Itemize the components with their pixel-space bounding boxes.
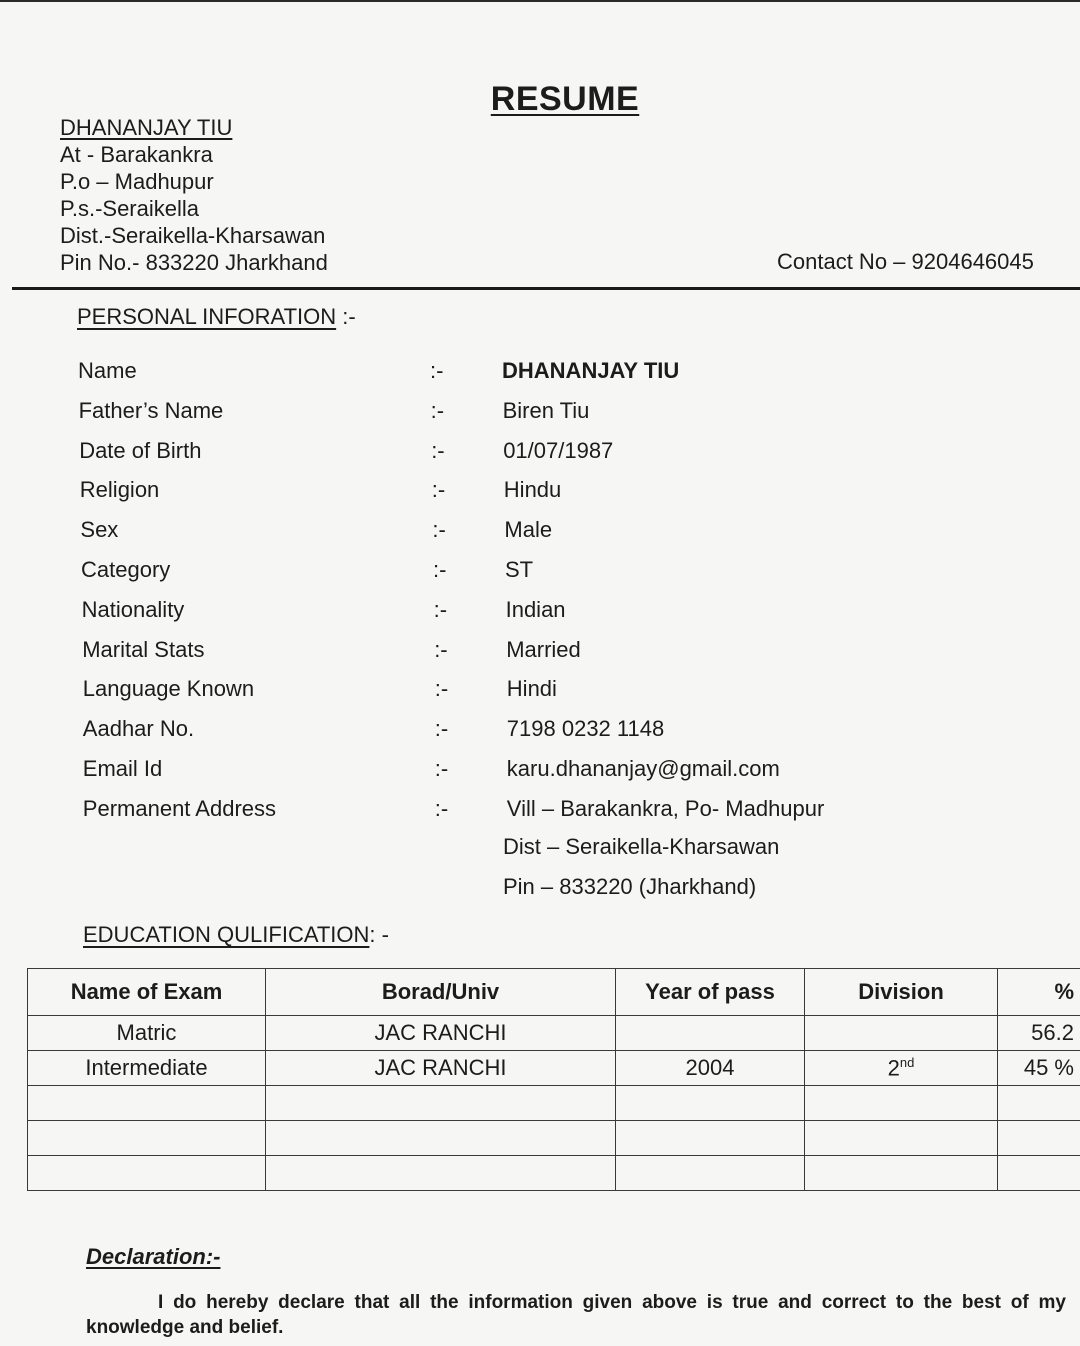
field-label: Religion — [79, 477, 160, 503]
cell-year — [616, 1016, 805, 1051]
field-separator: :- — [432, 517, 446, 543]
declaration-heading: Declaration:- — [86, 1244, 221, 1269]
column-header-board: Borad/Univ — [266, 969, 616, 1016]
field-label: Father’s Name — [78, 397, 224, 423]
field-value: DHANANJAY TIU — [502, 358, 680, 383]
field-value: Male — [504, 517, 553, 543]
field-label: Email Id — [82, 756, 163, 781]
field-separator: :- — [434, 636, 448, 662]
table-row-empty — [28, 1156, 1080, 1191]
table-row-empty — [28, 1121, 1080, 1156]
cell-year: 2004 — [616, 1051, 805, 1086]
cell-board: JAC RANCHI — [266, 1051, 616, 1086]
cell-board: JAC RANCHI — [266, 1016, 616, 1051]
cell-division — [805, 1016, 998, 1051]
header-divider — [12, 287, 1080, 290]
field-value: Hindu — [503, 477, 562, 503]
table-row — [28, 1016, 1080, 1051]
table-row-empty — [28, 1086, 1080, 1121]
field-separator: :- — [433, 596, 448, 622]
field-label: Marital Stats — [82, 636, 205, 662]
cell-division: 2nd — [805, 1051, 998, 1086]
permanent-address-line: Dist – Seraikella-Kharsawan — [503, 834, 780, 859]
field-label: Language Known — [82, 676, 255, 702]
table-header-row — [28, 969, 1080, 1016]
cell-exam: Intermediate — [28, 1051, 266, 1086]
field-separator: :- — [431, 437, 445, 463]
field-label: Nationality — [81, 596, 185, 622]
declaration-text: I do hereby declare that all the information given above is true and correct to the best of my knowledge and belief. — [86, 1292, 1066, 1338]
field-separator: :- — [430, 397, 445, 423]
field-separator: :- — [434, 756, 449, 781]
field-separator: :- — [434, 795, 449, 821]
field-value: Biren Tiu — [502, 397, 590, 423]
field-value: 01/07/1987 — [503, 437, 614, 463]
field-label: Aadhar No. — [82, 716, 195, 742]
cell-percent: 56.2 — [998, 1016, 1080, 1051]
column-header-year: Year of pass — [616, 969, 805, 1016]
education-heading: EDUCATION QULIFICATION: - — [83, 922, 389, 947]
field-separator: :- — [430, 358, 444, 383]
column-header-division: Division — [805, 969, 998, 1016]
field-value: 7198 0232 1148 — [506, 716, 665, 742]
cell-exam: Matric — [28, 1016, 266, 1051]
field-label: Name — [78, 358, 137, 383]
field-separator: :- — [434, 676, 449, 702]
field-value: karu.dhananjay@gmail.com — [506, 756, 780, 781]
field-separator: :- — [434, 716, 449, 742]
top-border — [0, 0, 1080, 2]
cell-percent: 45 % — [998, 1051, 1080, 1086]
field-separator: :- — [433, 557, 447, 582]
table-row — [28, 1051, 1080, 1086]
address-line: Pin No.- 833220 Jharkhand — [60, 250, 328, 275]
address-line: P.o – Madhupur — [60, 169, 214, 194]
address-line: Dist.-Seraikella-Kharsawan — [60, 223, 326, 248]
field-label: Date of Birth — [79, 437, 202, 463]
field-label: Category — [81, 557, 171, 582]
field-value: Married — [506, 636, 581, 662]
address-line: At - Barakankra — [60, 142, 213, 167]
field-value: Hindi — [506, 676, 557, 702]
column-header-exam: Name of Exam — [28, 969, 266, 1016]
permanent-address-line: Pin – 833220 (Jharkhand) — [503, 874, 757, 899]
field-separator: :- — [431, 477, 446, 503]
address-line: P.s.-Seraikella — [60, 196, 199, 221]
contact-number: Contact No – 9204646045 — [777, 249, 1034, 274]
field-label: Sex — [80, 517, 119, 543]
field-value: Vill – Barakankra, Po- Madhupur — [506, 795, 825, 821]
applicant-name: DHANANJAY TIU — [60, 115, 233, 140]
document-title: RESUME — [490, 80, 640, 118]
field-value: Indian — [505, 596, 566, 622]
column-header-percent: % — [998, 969, 1080, 1016]
field-label: Permanent Address — [82, 795, 277, 821]
education-table — [27, 968, 1080, 1191]
field-value: ST — [505, 557, 534, 582]
personal-info-heading: PERSONAL INFORATION :- — [77, 304, 356, 329]
header-address-block — [60, 114, 328, 276]
